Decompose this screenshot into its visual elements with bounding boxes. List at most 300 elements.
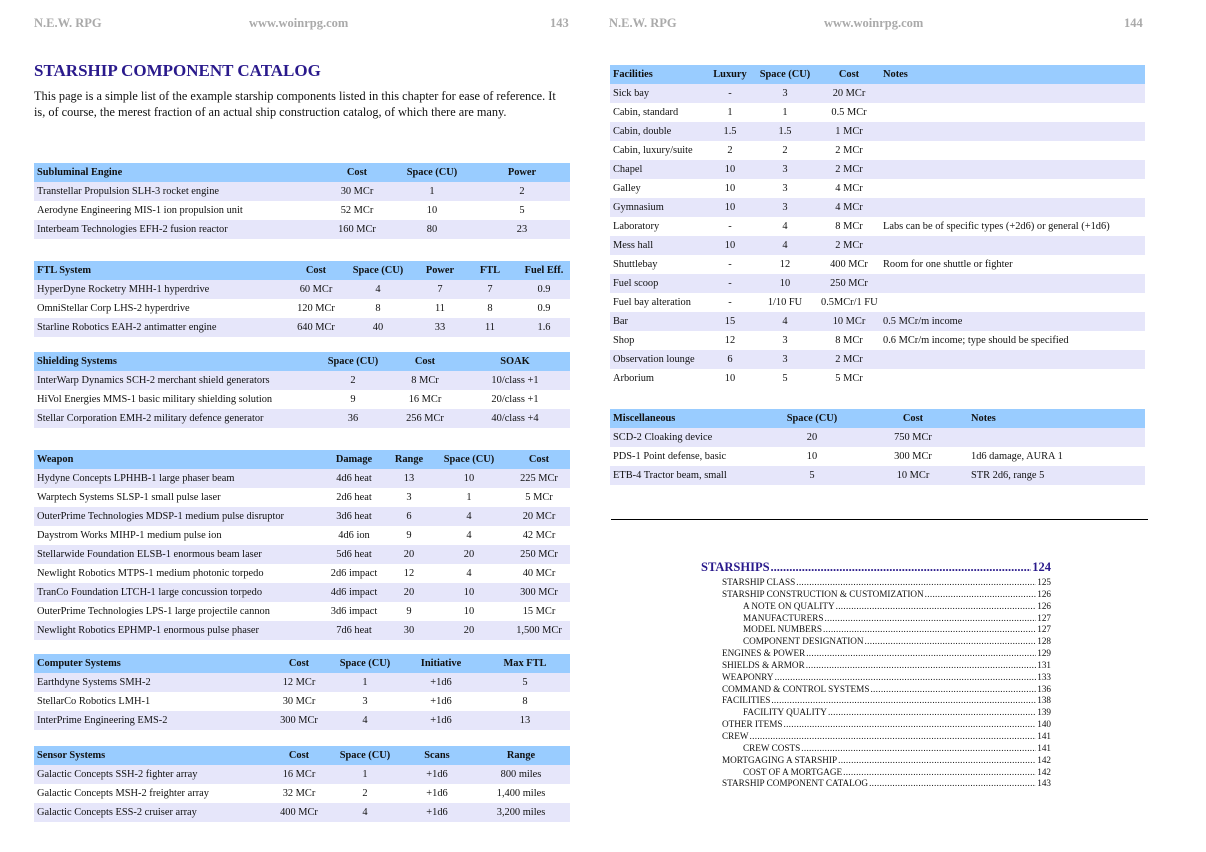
table-cell: 1 xyxy=(328,765,402,784)
table-cell: 33 xyxy=(418,318,462,337)
table-cell: 300 MCr xyxy=(508,583,570,602)
table-row xyxy=(610,122,1145,141)
table-cell: +1d6 xyxy=(402,711,480,730)
toc-entry-label: OTHER ITEMS xyxy=(722,719,783,730)
table-row xyxy=(610,466,1145,485)
table-cell: 1.6 xyxy=(518,318,570,337)
table-cell: - xyxy=(708,255,752,274)
table-row xyxy=(610,84,1145,103)
table-cell: +1d6 xyxy=(402,803,472,822)
column-header: Cost xyxy=(270,654,328,674)
toc-entry-page: 143 xyxy=(1037,778,1051,789)
table-cell: 1 xyxy=(430,488,508,507)
table-cell: 10 xyxy=(430,602,508,621)
table-cell: Sick bay xyxy=(610,84,708,103)
table-cell: 3d6 heat xyxy=(320,507,388,526)
table-cell: - xyxy=(708,293,752,312)
column-header: Power xyxy=(418,261,462,281)
table-cell xyxy=(880,274,1145,293)
table-cell: 4 xyxy=(430,507,508,526)
table-cell xyxy=(968,428,1145,447)
table-cell: 0.5MCr/1 FU xyxy=(818,293,880,312)
table-cell: Fuel scoop xyxy=(610,274,708,293)
table-cell: 10 MCr xyxy=(818,312,880,331)
toc-entry-label: MODEL NUMBERS xyxy=(743,624,823,635)
computer-systems-table xyxy=(34,653,570,730)
toc-entry-label: COMMAND & CONTROL SYSTEMS xyxy=(722,683,870,694)
column-header: SOAK xyxy=(460,352,570,372)
table-cell: 2d6 heat xyxy=(320,488,388,507)
table-cell: 10 xyxy=(708,369,752,388)
table-cell: 5 xyxy=(752,369,818,388)
table-cell: 1 xyxy=(708,103,752,122)
toc-entry-label: STARSHIP CONSTRUCTION & CUSTOMIZATION xyxy=(722,588,924,599)
toc-heading-page: 124 xyxy=(1032,560,1051,574)
toc-entry-label: COMPONENT DESIGNATION xyxy=(743,636,864,647)
table-cell: 2 MCr xyxy=(818,236,880,255)
table-cell: Galactic Concepts ESS-2 cruiser array xyxy=(34,803,270,822)
table-cell: 11 xyxy=(418,299,462,318)
table-cell: 23 xyxy=(474,220,570,239)
table-cell: 4 xyxy=(752,236,818,255)
column-header: Shielding Systems xyxy=(34,352,316,372)
column-header: Cost xyxy=(508,450,570,470)
table-cell: 20 MCr xyxy=(818,84,880,103)
table-cell: 2 MCr xyxy=(818,160,880,179)
section-divider xyxy=(611,519,1148,520)
table-cell: 32 MCr xyxy=(270,784,328,803)
table-cell: 10 xyxy=(708,236,752,255)
table-cell: 160 MCr xyxy=(324,220,390,239)
toc-entry[interactable] xyxy=(701,624,1051,636)
table-row xyxy=(610,447,1145,466)
table-row xyxy=(610,103,1145,122)
table-cell: 2 MCr xyxy=(818,350,880,369)
table-row xyxy=(34,803,570,822)
column-header: Space (CU) xyxy=(390,163,474,183)
table-cell: Warptech Systems SLSP-1 small pulse laser xyxy=(34,488,320,507)
toc-entry[interactable] xyxy=(701,577,1051,589)
table-row xyxy=(34,409,570,428)
toc-entry-page: 131 xyxy=(1037,659,1051,670)
table-cell: 1.5 xyxy=(752,122,818,141)
table-cell: Galactic Concepts SSH-2 fighter array xyxy=(34,765,270,784)
table-cell xyxy=(880,103,1145,122)
table-cell: 16 MCr xyxy=(390,390,460,409)
column-header: Subluminal Engine xyxy=(34,163,324,183)
table-cell: 20 xyxy=(430,621,508,640)
toc-entry-label: MANUFACTURERS xyxy=(743,612,824,623)
toc-entry[interactable] xyxy=(701,719,1051,731)
table-cell: 300 MCr xyxy=(858,447,968,466)
table-cell: 40 xyxy=(338,318,418,337)
table-cell: Chapel xyxy=(610,160,708,179)
table-cell: 1,400 miles xyxy=(472,784,570,803)
column-header: Notes xyxy=(968,409,1145,429)
table-cell xyxy=(880,236,1145,255)
table-row xyxy=(34,488,570,507)
column-header: Sensor Systems xyxy=(34,746,270,766)
table-cell: 5d6 heat xyxy=(320,545,388,564)
table-cell: 4 MCr xyxy=(818,179,880,198)
column-header: Space (CU) xyxy=(338,261,418,281)
toc-entry[interactable] xyxy=(701,731,1051,743)
header-page-number: 144 xyxy=(1124,16,1143,30)
table-row xyxy=(610,312,1145,331)
table-cell: 2 xyxy=(474,182,570,201)
table-cell: 15 xyxy=(708,312,752,331)
table-cell: 5 MCr xyxy=(818,369,880,388)
table-cell: 6 xyxy=(388,507,430,526)
table-cell: - xyxy=(708,274,752,293)
table-cell: 1 MCr xyxy=(818,122,880,141)
table-cell: 8 MCr xyxy=(818,217,880,236)
table-cell: 12 MCr xyxy=(270,673,328,692)
table-row xyxy=(610,293,1145,312)
table-cell: 20/class +1 xyxy=(460,390,570,409)
table-cell: TranCo Foundation LTCH-1 large concussion torpedo xyxy=(34,583,320,602)
column-header: Facilities xyxy=(610,65,708,85)
column-header: Space (CU) xyxy=(316,352,390,372)
toc-entry[interactable] xyxy=(701,743,1051,755)
table-cell: Interbeam Technologies EFH-2 fusion reactor xyxy=(34,220,324,239)
table-cell: 3 xyxy=(752,331,818,350)
table-cell xyxy=(880,141,1145,160)
table-cell: 4 xyxy=(338,280,418,299)
table-cell: 5 xyxy=(766,466,858,485)
table-cell: Earthdyne Systems SMH-2 xyxy=(34,673,270,692)
table-cell: Laboratory xyxy=(610,217,708,236)
table-cell: 256 MCr xyxy=(390,409,460,428)
table-cell: 10 xyxy=(766,447,858,466)
table-cell: 3 xyxy=(388,488,430,507)
column-header: Cost xyxy=(270,746,328,766)
toc-entry-page: 126 xyxy=(1037,588,1051,599)
column-header: Cost xyxy=(294,261,338,281)
table-row xyxy=(610,369,1145,388)
table-cell: Galactic Concepts MSH-2 freighter array xyxy=(34,784,270,803)
table-cell: 10 xyxy=(708,198,752,217)
table-row xyxy=(34,621,570,640)
toc-heading-label: STARSHIPS xyxy=(701,560,770,574)
table-cell: 0.5 MCr xyxy=(818,103,880,122)
table-cell: 4d6 impact xyxy=(320,583,388,602)
table-cell: Starline Robotics EAH-2 antimatter engine xyxy=(34,318,294,337)
column-header: Max FTL xyxy=(480,654,570,674)
table-cell: 4d6 heat xyxy=(320,469,388,488)
table-cell: 10 xyxy=(430,469,508,488)
toc-entry-label: COST OF A MORTGAGE xyxy=(743,766,843,777)
table-cell: 10 xyxy=(708,179,752,198)
table-cell: 15 MCr xyxy=(508,602,570,621)
table-cell: 12 xyxy=(752,255,818,274)
table-cell: Newlight Robotics EPHMP-1 enormous pulse phaser xyxy=(34,621,320,640)
table-row xyxy=(34,545,570,564)
table-cell: 5 xyxy=(480,673,570,692)
table-row xyxy=(34,784,570,803)
toc-entry-page: 127 xyxy=(1037,612,1051,623)
header-game-title: N.E.W. RPG xyxy=(34,16,102,30)
table-cell xyxy=(880,122,1145,141)
table-cell: 4 xyxy=(430,564,508,583)
table-row xyxy=(34,182,570,201)
table-cell: 10/class +1 xyxy=(460,371,570,390)
column-header: Space (CU) xyxy=(430,450,508,470)
intro-paragraph: This page is a simple list of the example starship components listed in this chapter for ease of reference. It is, of course, the merest fraction of an actual ship construction catalog, of which there are many. xyxy=(34,89,556,119)
table-cell: 10 xyxy=(390,201,474,220)
table-cell: 4d6 ion xyxy=(320,526,388,545)
table-of-contents xyxy=(701,560,1051,790)
toc-entry-page: 140 xyxy=(1037,719,1051,730)
table-cell: Shuttlebay xyxy=(610,255,708,274)
facilities-table xyxy=(610,64,1145,388)
toc-entry[interactable] xyxy=(701,636,1051,648)
table-cell: 40/class +4 xyxy=(460,409,570,428)
column-header: Power xyxy=(474,163,570,183)
header-game-title: N.E.W. RPG xyxy=(609,16,677,30)
table-cell: 800 miles xyxy=(472,765,570,784)
table-cell: 11 xyxy=(462,318,518,337)
table-cell: 8 MCr xyxy=(390,371,460,390)
table-cell: 1 xyxy=(328,673,402,692)
toc-entry[interactable] xyxy=(701,648,1051,660)
table-cell: Cabin, luxury/suite xyxy=(610,141,708,160)
table-cell: 10 xyxy=(708,160,752,179)
toc-entry-page: 141 xyxy=(1037,742,1051,753)
column-header: FTL System xyxy=(34,261,294,281)
table-cell: Arborium xyxy=(610,369,708,388)
table-cell: Labs can be of specific types (+2d6) or general (+1d6) xyxy=(880,217,1145,236)
column-header: Weapon xyxy=(34,450,320,470)
table-row xyxy=(34,692,570,711)
table-cell: 0.5 MCr/m income xyxy=(880,312,1145,331)
table-cell: +1d6 xyxy=(402,784,472,803)
table-cell: Fuel bay alteration xyxy=(610,293,708,312)
toc-entry[interactable] xyxy=(701,778,1051,790)
toc-entry[interactable] xyxy=(701,767,1051,779)
column-header: Cost xyxy=(858,409,968,429)
table-row xyxy=(610,350,1145,369)
table-cell: 3 xyxy=(752,198,818,217)
table-cell: PDS-1 Point defense, basic xyxy=(610,447,766,466)
column-header: Space (CU) xyxy=(766,409,858,429)
toc-entry-page: 133 xyxy=(1037,671,1051,682)
table-cell: Galley xyxy=(610,179,708,198)
table-cell: Stellarwide Foundation ELSB-1 enormous beam laser xyxy=(34,545,320,564)
table-row xyxy=(34,564,570,583)
table-cell: 0.6 MCr/m income; type should be specified xyxy=(880,331,1145,350)
toc-entry-label: CREW COSTS xyxy=(743,742,801,753)
toc-entry-label: STARSHIP COMPONENT CATALOG xyxy=(722,778,869,789)
table-cell: 3 xyxy=(752,160,818,179)
table-cell: Observation lounge xyxy=(610,350,708,369)
table-cell: 20 xyxy=(766,428,858,447)
toc-entry[interactable] xyxy=(701,613,1051,625)
table-header-row xyxy=(34,163,570,183)
table-cell: Cabin, standard xyxy=(610,103,708,122)
column-header: FTL xyxy=(462,261,518,281)
table-cell xyxy=(880,350,1145,369)
table-row xyxy=(610,179,1145,198)
column-header: Fuel Eff. xyxy=(518,261,570,281)
table-cell: +1d6 xyxy=(402,673,480,692)
column-header: Space (CU) xyxy=(752,65,818,85)
table-cell: 1.5 xyxy=(708,122,752,141)
table-row xyxy=(34,299,570,318)
table-cell: 3 xyxy=(752,179,818,198)
table-row xyxy=(34,390,570,409)
table-row xyxy=(34,371,570,390)
table-cell: 0.9 xyxy=(518,280,570,299)
table-header-row xyxy=(34,261,570,281)
table-cell: ETB-4 Tractor beam, small xyxy=(610,466,766,485)
toc-entry[interactable] xyxy=(701,755,1051,767)
toc-entry-page: 125 xyxy=(1037,577,1051,587)
table-row xyxy=(34,201,570,220)
table-cell xyxy=(880,293,1145,312)
table-cell: Newlight Robotics MTPS-1 medium photonic torpedo xyxy=(34,564,320,583)
table-cell: 2d6 impact xyxy=(320,564,388,583)
table-cell: 12 xyxy=(388,564,430,583)
table-header-row xyxy=(34,352,570,372)
toc-entry[interactable] xyxy=(701,601,1051,613)
table-cell: 16 MCr xyxy=(270,765,328,784)
column-header: Space (CU) xyxy=(328,654,402,674)
table-cell xyxy=(880,198,1145,217)
table-cell: 3d6 impact xyxy=(320,602,388,621)
toc-entry-label: CREW xyxy=(722,730,749,741)
table-cell: Daystrom Works MIHP-1 medium pulse ion xyxy=(34,526,320,545)
table-cell: 1 xyxy=(752,103,818,122)
toc-entry-page: 141 xyxy=(1037,730,1051,741)
column-header: Space (CU) xyxy=(328,746,402,766)
table-cell: 4 MCr xyxy=(818,198,880,217)
table-cell: HiVol Energies MMS-1 basic military shielding solution xyxy=(34,390,316,409)
table-cell: Gymnasium xyxy=(610,198,708,217)
table-row xyxy=(34,220,570,239)
table-cell: 9 xyxy=(388,526,430,545)
table-cell: 8 xyxy=(480,692,570,711)
table-cell: InterWarp Dynamics SCH-2 merchant shield generators xyxy=(34,371,316,390)
table-cell: 42 MCr xyxy=(508,526,570,545)
table-cell: 1,500 MCr xyxy=(508,621,570,640)
table-row xyxy=(34,526,570,545)
table-cell: 250 MCr xyxy=(508,545,570,564)
toc-heading[interactable] xyxy=(701,560,1051,576)
table-cell: STR 2d6, range 5 xyxy=(968,466,1145,485)
toc-entry-label: A NOTE ON QUALITY xyxy=(743,600,835,611)
table-cell: InterPrime Engineering EMS-2 xyxy=(34,711,270,730)
table-cell: StellarCo Robotics LMH-1 xyxy=(34,692,270,711)
toc-entry[interactable] xyxy=(701,695,1051,707)
table-cell: 3 xyxy=(752,350,818,369)
table-row xyxy=(34,602,570,621)
toc-entry-page: 126 xyxy=(1037,600,1051,611)
table-row xyxy=(34,469,570,488)
table-header-row xyxy=(610,409,1145,429)
table-cell: 1 xyxy=(390,182,474,201)
header-website[interactable]: www.woinrpg.com xyxy=(249,16,349,30)
toc-entry[interactable] xyxy=(701,660,1051,672)
table-cell: 9 xyxy=(388,602,430,621)
table-cell: +1d6 xyxy=(402,765,472,784)
table-cell: 30 MCr xyxy=(324,182,390,201)
table-cell: 20 MCr xyxy=(508,507,570,526)
table-cell: 640 MCr xyxy=(294,318,338,337)
table-cell: 225 MCr xyxy=(508,469,570,488)
toc-entry-page: 142 xyxy=(1037,766,1051,777)
table-cell: 7 xyxy=(462,280,518,299)
table-cell: 20 xyxy=(388,583,430,602)
table-cell: 30 MCr xyxy=(270,692,328,711)
header-website[interactable]: www.woinrpg.com xyxy=(824,16,924,30)
toc-entry-page: 139 xyxy=(1037,707,1051,718)
table-cell: 7d6 heat xyxy=(320,621,388,640)
table-cell: 250 MCr xyxy=(818,274,880,293)
table-cell: 13 xyxy=(480,711,570,730)
table-header-row xyxy=(34,654,570,674)
table-cell: 5 MCr xyxy=(508,488,570,507)
table-cell: Cabin, double xyxy=(610,122,708,141)
table-cell: 400 MCr xyxy=(818,255,880,274)
table-cell: 30 xyxy=(388,621,430,640)
table-cell xyxy=(880,369,1145,388)
toc-entry-label: FACILITIES xyxy=(722,695,771,706)
toc-entry[interactable] xyxy=(701,684,1051,696)
weapon-table xyxy=(34,449,570,640)
column-header: Luxury xyxy=(708,65,752,85)
table-cell xyxy=(880,160,1145,179)
table-cell: 8 xyxy=(462,299,518,318)
toc-entry-label: STARSHIP CLASS xyxy=(722,577,796,587)
toc-entries xyxy=(701,577,1051,790)
table-cell: 2 MCr xyxy=(818,141,880,160)
table-cell: 4 xyxy=(752,312,818,331)
table-cell: 400 MCr xyxy=(270,803,328,822)
table-cell: OmniStellar Corp LHS-2 hyperdrive xyxy=(34,299,294,318)
table-cell: 36 xyxy=(316,409,390,428)
table-cell: Hydyne Concepts LPHHB-1 large phaser beam xyxy=(34,469,320,488)
table-cell: Mess hall xyxy=(610,236,708,255)
column-header: Notes xyxy=(880,65,1145,85)
toc-entry-label: FACILITY QUALITY xyxy=(743,707,827,718)
table-cell: 12 xyxy=(708,331,752,350)
miscellaneous-table xyxy=(610,408,1145,485)
table-cell: 10 xyxy=(752,274,818,293)
table-row xyxy=(34,280,570,299)
table-cell: +1d6 xyxy=(402,692,480,711)
table-cell: 9 xyxy=(316,390,390,409)
table-header-row xyxy=(34,746,570,766)
table-row xyxy=(610,331,1145,350)
table-cell: 52 MCr xyxy=(324,201,390,220)
table-row xyxy=(610,274,1145,293)
column-header: Range xyxy=(472,746,570,766)
column-header: Range xyxy=(388,450,430,470)
toc-entry-label: SHIELDS & ARMOR xyxy=(722,659,805,670)
table-header-row xyxy=(610,65,1145,85)
toc-entry[interactable] xyxy=(701,589,1051,601)
toc-entry[interactable] xyxy=(701,707,1051,719)
toc-entry[interactable] xyxy=(701,672,1051,684)
table-cell: Aerodyne Engineering MIS-1 ion propulsion unit xyxy=(34,201,324,220)
table-cell: 4 xyxy=(328,803,402,822)
table-row xyxy=(610,217,1145,236)
table-cell: 2 xyxy=(752,141,818,160)
table-cell: Stellar Corporation EMH-2 military defence generator xyxy=(34,409,316,428)
table-cell: 120 MCr xyxy=(294,299,338,318)
table-cell: 2 xyxy=(708,141,752,160)
